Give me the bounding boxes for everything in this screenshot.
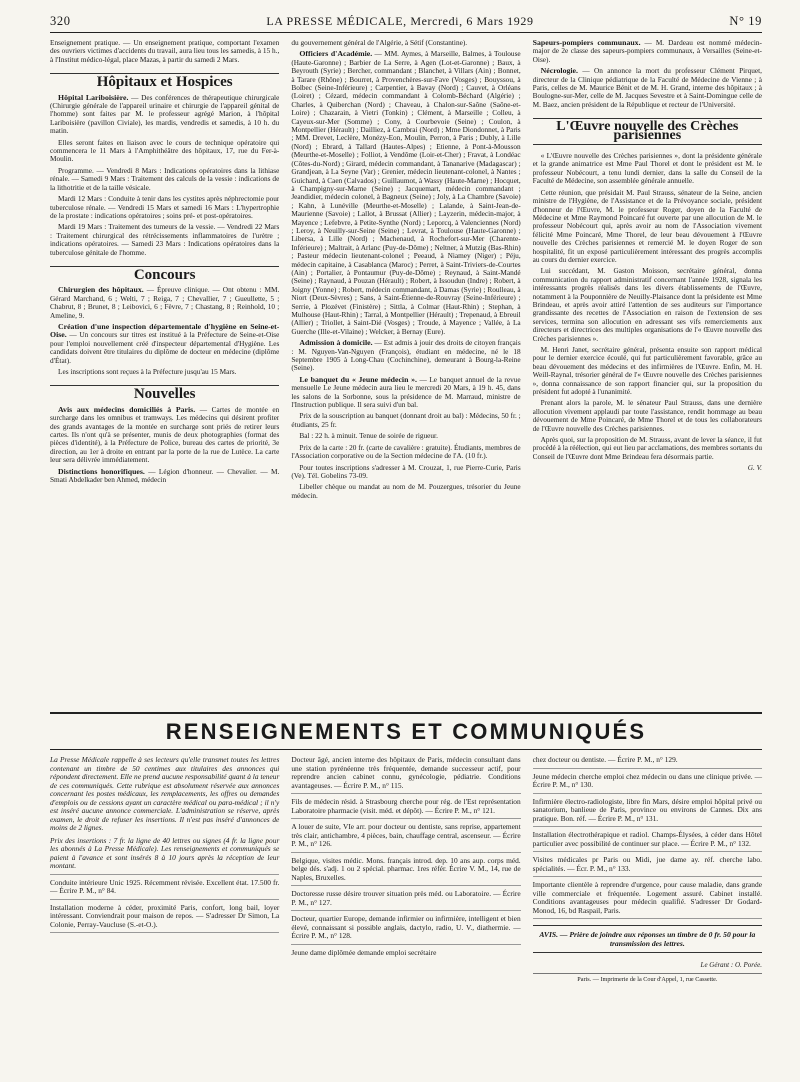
paragraph: Les inscriptions sont reçues à la Préfecture jusqu'au 15 Mars.: [58, 367, 237, 376]
lariboisiere-heading: Hôpital Lariboisière.: [58, 92, 129, 102]
lariboisiere-text: — Des conférences de thérapeutique chirurgicale (Chirurgie générale de l'appareil urinaire et chirurgie de l'appareil génital de l'homme) sont faites par M. le professeur agrégé Marion, à l'hôpital Lariboisière (pavillon Civiale), les mardis, vendredis et samedis, à 10 h. du matin.: [50, 92, 280, 136]
chirurgien-text: — Épreuve clinique. — Ont obtenu : MM. Gérard Marchand, 6 ; Welti, 7 ; Reiga, 7 ; Chevallier, 7 ; Gueullette, 5 ; Chabrut, 8 ; Brunet, 8 ; Leibovici, 6 ; Fèvre, 7 ; Chastang, 8 ; Reinhold, 10 ; Ameline, 9.: [50, 285, 280, 320]
paragraph: Mardi 12 Mars : Conduite à tenir dans les cystites après néphrectomie pour tuberculose rénale. — Vendredi 15 Mars et samedi 16 Mars : L'hypertrophie de la prostate : indications opératoires ; soins pré- et post-opératoires.: [50, 194, 280, 220]
classified-ad: A louer de suite, VIe arr. pour docteur ou dentiste, sans reprise, appartement très clair, antichambre, 4 pièces, bain, chauffage central, ascenseur. — Écrire P. M., n° 126.: [291, 823, 520, 853]
classified-ad: Infirmière électro-radiologiste, libre fin Mars, désire emploi hôpital privé ou sanatorium, banlieue de Paris, province ou environs de Cannes. Dix ans pratique. Bon. réf. — Écrire P. M., n° 131.: [533, 798, 762, 828]
sapeurs-text: — M. Dardeau est nommé médecin-major de 2e classe des sapeurs-pompiers communaux, à Versailles (Seine-et-Oise).: [532, 39, 762, 64]
creation-heading: Création d'une inspection départementale d'hygiène en Seine-et-Oise.: [50, 321, 280, 340]
paragraph: Après quoi, sur la proposition de M. Strauss, avant de lever la séance, il fut procédé à la réélection, qui eut lieu par acclamations, des membres sortants du Conseil de l'Œuvre dont Mme Brindeau fera désormais partie.: [532, 435, 762, 461]
ad-list-1: [50, 879, 279, 934]
necrologie-text: — On annonce la mort du professeur Clément Pirquet, directeur de la Clinique pédiatrique de la Faculté de Médecine de Vienne ; à Paris, celles de M. Maurice Bénit et de M. H. Grand, interne des hôpitaux ; à Boulogne-sur-Mer, celle de M. Jacques Sevestre et à Saint-Domingue celle de M. Baez, ancien président de la République et recteur de l'Université.: [532, 66, 762, 109]
chirurgien-heading: Chirurgien des hôpitaux.: [58, 285, 144, 295]
page-number: 320: [50, 14, 71, 28]
avis-medecins-heading: Avis aux médecins domiciliés à Paris.: [58, 404, 196, 414]
paragraph: M. Henri Janet, secrétaire général, présenta ensuite son rapport médical pour le dernier exercice écoulé, qui fut particulièrement favorable, grâce au beau dévouement des médecins et des infirmières de l'Œuvre. Enfin, M. H. Weill-Raynal, trésorier général de l'« Œuvre nouvelle des Crèches parisiennes », donna connaissance de son rapport financier qui, sur la proposition du président fut adopté à l'unanimité.: [532, 345, 762, 397]
programme-paragraph: Programme. — Vendredi 8 Mars : Indications opératoires dans la lithiase rénale. — Samedi 9 Mars : Traitement des calculs de la vessie : indications de la lithotritie et de la taille vésicale.: [50, 165, 280, 192]
paragraph: Prix de la carte : 20 fr. (carte de cavalière : gratuite). Étudiants, membres de l'Association corporative ou de la Section médecine de l'A. (10 fr.).: [291, 442, 521, 461]
avis-box: AVIS. — Prière de joindre aux réponses un timbre de 0 fr. 50 pour la transmission des lettres.: [533, 925, 762, 953]
gerant-line: Le Gérant : O. Porée.: [700, 961, 762, 969]
admission-heading: Admission à domicile.: [299, 338, 373, 348]
section-title-hopitaux: Hôpitaux et Hospices: [50, 73, 279, 86]
admission-text: — Est admis à jouir des droits de citoyen français : M. Nguyen-Van-Nguyen (François), étudiant en médecine, né le 18 Septembre 1905 à Long-Chau (Cochinchine), demeurant à Bourg-la-Reine (Seine).: [291, 338, 521, 373]
top-columns: [50, 39, 762, 704]
running-header: [50, 14, 762, 33]
paragraph: Prix de la souscription au banquet (donnant droit au bal) : Médecins, 50 fr. ; étudiants, 25 fr.: [291, 411, 521, 429]
creation-text: — Un concours sur titres est institué à la Préfecture de Seine-et-Oise pour l'emploi nouvellement créé d'inspecteur départemental d'Hygiène. Les candidats doivent être titulaires du diplôme de docteur en médecine (diplôme d'État).: [50, 330, 280, 365]
classifieds-column-2: [291, 756, 520, 984]
classifieds-columns: [50, 756, 762, 984]
column-3: [533, 39, 762, 704]
sapeurs-heading: Sapeurs-pompiers communaux.: [532, 39, 641, 47]
classified-ad: Jeune dame diplômée demande emploi secrétaire: [291, 947, 437, 957]
enseignement-paragraph: Enseignement pratique. — Un enseignement pratique, comportant l'examen des ouvriers victimes d'accidents du travail, aura lieu tous les samedis, à 15 h., à l'Institut médico-légal, place Mazas, à partir du samedi 2 Mars.: [50, 39, 280, 64]
paragraph: Pour toutes inscriptions s'adresser à M. Crouzat, 1, rue Pierre-Curie, Paris (Ve). Tél. Gobelins 73-09.: [291, 462, 521, 480]
avis-medecins-text: — Cartes de montée en surcharge dans les omnibus et tramways. Les médecins qui désirent profiter des grands avantages de la montée en surcharge sont priés de retirer leurs cartes. Ils n'ont qu'à se présenter, munis de deux photographies (format des pièces d'identité), à la Préfecture de Police, bureau des cartes de priorité, 3e direction, au 1er à droite en entrant par la porte de la rue de Lutèce. La carte leur sera délivrée immédiatement.: [50, 404, 280, 465]
section-title-oeuvre: L'Œuvre nouvelle des Crèches parisiennes: [533, 118, 762, 145]
journal-title: LA PRESSE MÉDICALE, Mercredi, 6 Mars 1929: [266, 14, 534, 28]
classifieds-column-1: [50, 756, 279, 984]
column-2: [291, 39, 520, 704]
classified-ad: Docteur, quartier Europe, demande infirmier ou infirmière, intelligent et bien élevé, connaissant si possible anglais, dactylo, radio, U. V., diathermie. — Écrire P. M., n° 128.: [291, 915, 520, 945]
imprimerie-line: Paris. — Imprimerie de la Cour d'Appel, 1, rue Cassette.: [533, 973, 762, 985]
distinctions-heading: Distinctions honorifiques.: [58, 466, 145, 476]
classified-ad: Docteur âgé, ancien interne des hôpitaux de Paris, médecin consultant dans une station pyrénéenne très fréquentée, demande successeur actif, pour reprendre ancien cabinet connu, gynécologie, pédiatrie. Conditions avantageuses. — Écrire P. M., n° 115.: [291, 756, 520, 794]
classified-ad: Fils de médecin résid. à Strasbourg cherche pour rég. de l'Est représentation Laboratoire pharmacie (visit. méd. et dépôt). — Écrire P. M., n° 121.: [291, 798, 520, 819]
paragraph: Cette réunion, que présidait M. Paul Strauss, sénateur de la Seine, ancien ministre de l'Hygiène, de l'Assistance et de la Prévoyance sociale, président d'honneur de l'Œuvre, M. le professeur Roger, doyen de la Faculté de Médecine et Mme Raymond Poincaré fut ouverte par une allocution de M. le professeur Nobécourt qui, après avoir au nom de l'Association vivement félicité Mme Poincaré, Mme Thorel, de leur beau dévouement à l'Œuvre nouvelle des Crèches parisiennes et remercié M. le doyen Roger de son hospitalité, fit un exposé particulièrement intéressant des progrès accomplis au cours du dernier exercice.: [532, 187, 762, 264]
prix-paragraph: Prix des insertions : 7 fr. la ligne de 40 lettres ou signes (4 fr. la ligne pour les abonnés à La Presse Médicale). Les renseignements et communiqués se paient à l'avance et sont insérés 8 à 10 jours après la réception de leur montant.: [50, 837, 279, 875]
notice-paragraph: La Presse Médicale rappelle à ses lecteurs qu'elle transmet toutes les lettres contenant un timbre de 50 centimes aux titulaires des annonces qui répondent directement. Elle ne prend aucune responsabilité quant à la teneur de ces communiqués. Cette rubrique est absolument réservée aux annonces concernant les postes médicaux, les remplacements, les offres ou demandes d'emplois ou de cessions ayant un caractère médical ou para-médical ; il n'y est inséré aucune annonce commerciale. L'administration se réserve, après examen, le droit de refuser les insertions. Il n'est pas inséré d'annonces de moins de 2 lignes.: [50, 755, 280, 832]
section-title-nouvelles: Nouvelles: [50, 385, 279, 398]
paragraph: Elles seront faites en liaison avec le cours de technique opératoire qui commencera le 11 Mars à l'Amphithéâtre des hôpitaux, 17, rue du Fer-à-Moulin.: [50, 137, 280, 164]
distinctions-text: — Légion d'honneur. — Chevalier. — M. Smati Abdelkader ben Ahmed, médecin: [50, 466, 280, 485]
classified-ad: Visites médicales pr Paris ou Midi, jue dame ay. réf. cherche labo. spécialités. — Écr. P. M., n° 133.: [533, 856, 762, 877]
classified-ad: Installation moderne à céder, proximité Paris, confort, long bail, loyer intéressant. Conviendrait pour maison de repos. — S'adresser Dr Simon, La Colonie, Perray-Vaucluse (S.-et-O.).: [50, 904, 279, 934]
classified-ad: chez docteur ou dentiste. — Écrire P. M., n° 129.: [533, 756, 762, 769]
classified-ad: Doctoresse russe désire trouver situation près méd. ou Laboratoire. — Écrire P. M., n° 127.: [291, 890, 520, 911]
section-title-concours: Concours: [50, 266, 279, 279]
classified-ad: Conduite intérieure Unic 1925. Récemment révisée. Excellent état. 17.500 fr. — Écrire P. M., n° 84.: [50, 879, 279, 900]
paragraph: Mardi 19 Mars : Traitement des tumeurs de la vessie. — Vendredi 22 Mars : Traitement chirurgical des rétrécissements inflammatoires de l'urètre ; indications opératoires. — Samedi 23 Mars : Indications opératoires dans la tuberculose génitale de l'homme.: [50, 222, 280, 257]
paragraph: Bal : 22 h. à minuit. Tenue de soirée de rigueur.: [299, 431, 438, 441]
officiers-heading: Officiers d'Académie.: [299, 49, 373, 59]
paragraph: du gouvernement général de l'Algérie, à Sétif (Constantine).: [291, 39, 468, 47]
classified-ad: Belgique, visites médic. Mons. français introd. dep. 10 ans aup. corps méd. belge dés. s'adj. 1 ou 2 spécial. pharmac. 1res référ. Écrire V. M., 14, rue de Naples, Bruxelles.: [291, 857, 520, 887]
renseignements-title: RENSEIGNEMENTS ET COMMUNIQUÉS: [50, 712, 762, 750]
necrologie-heading: Nécrologie.: [540, 66, 578, 76]
classified-ad: Jeune médecin cherche emploi chez médecin ou dans une clinique privée. — Écrire P. M., n° 130.: [533, 773, 762, 794]
paragraph: « L'Œuvre nouvelle des Crèches parisiennes », dont la présidente générale et la grande animatrice est Mme Paul Thorel et dont le président est M. le professeur Nobécourt, a tenu lundi dernier, dans la salle du Conseil de la Faculté de Médecine, son assemblée générale annuelle.: [532, 151, 762, 186]
paragraph: Lui succédant, M. Gaston Moisson, secrétaire général, donna communication du rapport administratif concernant l'année 1928, signala les intéressants progrès réalisés dans les divers établissements de l'Œuvre, notamment à la Pouponnière de Neuilly-Plaisance dont la présidente est Mme Brindeau, et après avoir attiré l'attention de ses auditeurs sur l'importance grandissante des recettes de l'Association en raison de l'extension de ses services, termina son allocution en adressant ses vifs remerciements aux directeurs et directrices des multiples organisations de l'« Œuvre nouvelle des Crèches parisiennes ».: [532, 266, 762, 343]
article-signature: G. V.: [747, 463, 762, 473]
officiers-text: — MM. Aymes, à Marseille, Balmes, à Toulouse (Haute-Garonne) ; Barbier de La Serre, à Agen (Lot-et-Garonne) ; Baux, à Beyrouth (Syrie) ; Bercher, commandant ; Blanchet, à Villars (Ain) ; Bonnet, à Tarare (Rhône) ; Bourret, à Provenchères-sur-Fave (Vosges) ; Bouyssou, à Bolbec (Seine-Inférieure) ; Carpentier, à Bavay (Nord) ; Cauvet, à Orléans (Loiret) ; Cézard, médecin commandant à Colomb-Béchard (Algérie) ; Charles, à Quiberchan (Nord) ; Chaveau, à Chalon-sur-Saône (Saône-et-Loire) ; Chazarain, à Vietri (Tonkin) ; Clément, à Marseille ; Colleu, à Cayeux-sur-Mer (Somme) ; Cony, à Courbevoie (Seine) ; Coulon, à Montpellier (Hérault) ; Dailliez, à Cambrai (Nord) ; Mme Diondonnet, à Paris ; MM. Drevet, Leclère, Monézy-Eon, Moulin, Perron, à Paris ; Dubly, à Lille (Nord) ; Ebrard, à Tallard (Hautes-Alpes) ; Etienne, à Pont-à-Mousson (Meurthe-et-Moselle) ; Folliot, à Vendôme (Loir-et-Cher) ; Fravat, à Londéac (Côtes-du-Nord) ; Girard, médecin commandant, à Tananarive (Madagascar) ; Grandjean, à La Seyne (Var) ; Grenier, médecin lieutenant-colonel, à Nantes ; Guichard, à Caen (Calvados) ; Guillaumot, à Wassy (Haute-Marne) ; Hocquet, à Champigny-sur-Marne (Seine) ; Jacquemart, médecin commandant ; Jeandidier, médecin colonel, à Bagneux (Seine) ; Joly, à La Chambre (Savoie) ; Kahn, à Lunéville (Meurthe-et-Moselle) ; Lalande, à Saint-Jean-de-Maurienne (Savoie) ; Lallot, à Brussat (Allier) ; Layzerin, médecin-major, à Mayence ; Lefebvre, à Petite-Synthe (Nord) ; Leporcq, à Valenciennes (Nord) ; Leroy, à Neuilly-sur-Seine (Seine) ; Levrat, à Toulouse (Haute-Garonne) ; Libersa, à Lille (Nord) ; Machenaud, à Rochefort-sur-Mer (Charente-Inférieure) ; Maltrait, à Arlanc (Puy-de-Dôme) ; Neltner, à Mutzig (Bas-Rhin) ; Pasteur médecin lieutenant-colonel ; Peeaud, à Niamey (Niger) ; Péju, médecin capitaine, à Casablanca (Maroc) ; Perret, à Saint-Triviers-de-Courtes (Ain) ; Portalier, à Pontaumur (Puy-de-Dôme) ; Reynaud, à Saint-Mandé (Seine) ; Raynaud, à Pouzan (Hérault) ; Robert, à Issoudun (Indre) ; Robert, à Joigny (Yonne) ; Robert, médecin commandant, à Damas (Syrie) ; Roulleau, à Niort (Deux-Sèvres) ; Sans, à Saint-Étienne-de-Rouvray (Seine-Inférieure) ; Serrie, à Plozévet (Finistère) ; Sittla, à Colmar (Haut-Rhin) ; Stephan, à Mulhouse (Haut-Rhin) ; Tarral, à Montpellier (Hérault) ; Trepenaud, à Ebreuil (Allier) ; Triollet, à Saint-Dié (Vosges) ; Troude, à Mayence ; Vallée, à La Guerche (Ille-et-Vilaine) ; Welcker, à Bernay (Eure).: [291, 49, 521, 336]
issue-number: N° 19: [729, 14, 762, 28]
paragraph: Libeller chèque ou mandat au nom de M. Pouzergues, trésorier du Jeune médecin.: [291, 482, 521, 500]
classifieds-column-3: [533, 756, 762, 984]
banquet-text: — Le banquet annuel de la revue mensuelle Le Jeune médecin aura lieu le mercredi 20 Mars, à 19 h. 45, dans les salons de la Sorbonne, sous la présidence de M. Marraud, ministre de l'Instruction publique. Il sera suivi d'un bal.: [291, 374, 521, 410]
banquet-heading: Le banquet du « Jeune médecin ».: [299, 374, 417, 384]
classified-ad: Installation électrothérapique et radiol. Champs-Élysées, à céder dans Hôtel particulier avec possibilité de continuer sur place. — Écrire P. M., n° 132.: [533, 831, 762, 852]
paragraph: Prenant alors la parole, M. le sénateur Paul Strauss, dans une dernière allocution vivement applaudi par toute l'assistance, rendit hommage au beau dévouement de Mme Poincaré, de Mme Thorel et de tous les collaborateurs de l'Œuvre nouvelle des Crèches parisiennes.: [532, 398, 762, 433]
column-1: [50, 39, 279, 704]
classified-ad: Importante clientèle à reprendre d'urgence, pour cause maladie, dans grande ville commerciale et fréquentée. Logement assuré. Cabinet installé. Conditions avantageuses pour médecin qualifié. S'adresser Dr Godard-Monod, 16, bd Raspail, Paris.: [533, 881, 762, 919]
